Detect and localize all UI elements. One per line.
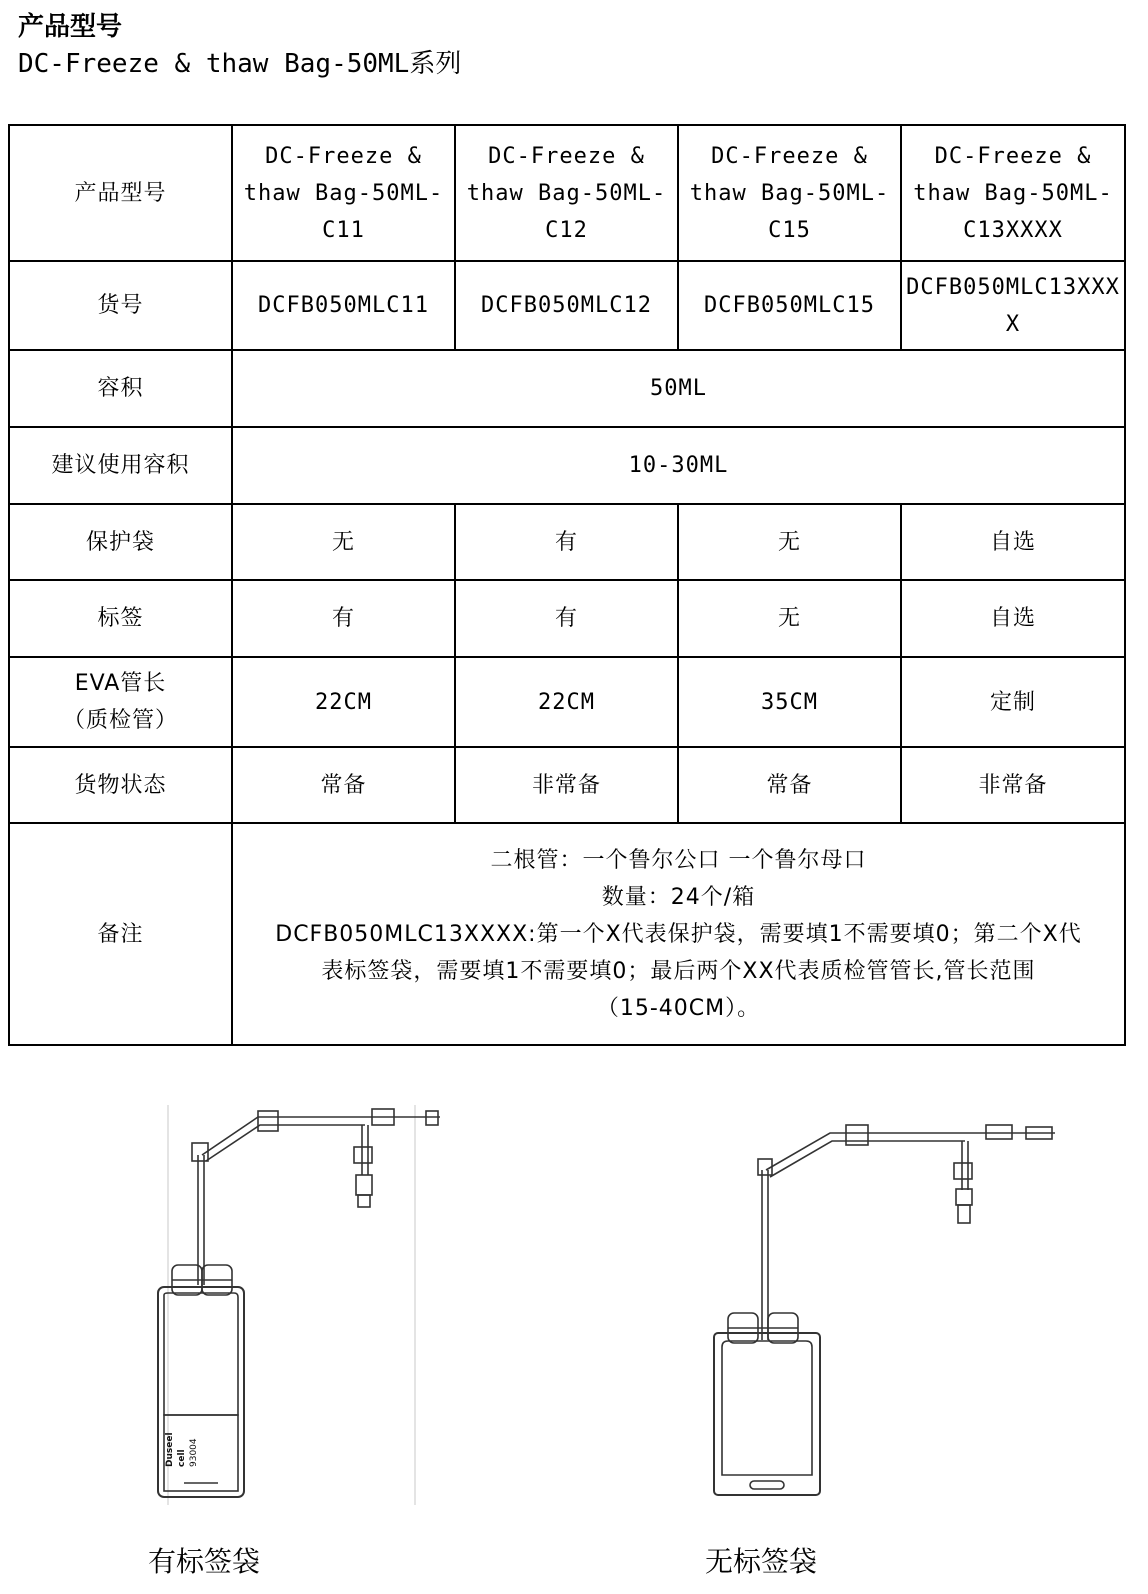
row-label-label: 标签 (9, 580, 232, 657)
eva-cell: 35CM (678, 657, 901, 747)
item-no-cell: DCFB050MLC12 (455, 261, 678, 350)
status-cell: 常备 (232, 747, 455, 823)
row-label-volume: 容积 (9, 350, 232, 427)
bag-without-label-illustration (700, 1115, 1080, 1515)
table-row-model (9, 125, 1125, 261)
row-label-item-no: 货号 (9, 261, 232, 350)
bag-with-label-illustration (140, 1095, 460, 1515)
item-no-cell: DCFB050MLC15 (678, 261, 901, 350)
note-line: DCFB050MLC13XXXX:第一个X代表保护袋，需要填1不需要填0；第二个X代 (275, 921, 1082, 947)
item-no-cell: DCFB050MLC13XXXX (901, 261, 1125, 350)
model-cell: DC-Freeze & thaw Bag-50ML-C13XXXX (901, 125, 1125, 261)
protective-bag-cell: 自选 (901, 504, 1125, 580)
eva-cell: 22CM (232, 657, 455, 747)
bag-label-text-3: 93004 (189, 1438, 199, 1467)
table-row-label (9, 580, 1125, 657)
model-cell: DC-Freeze & thaw Bag-50ML-C15 (678, 125, 901, 261)
volume-cell: 50ML (232, 350, 1125, 427)
title-block (18, 8, 461, 82)
label-cell: 有 (232, 580, 455, 657)
table-row-recommended (9, 427, 1125, 504)
label-cell: 有 (455, 580, 678, 657)
caption-without-label: 无标签袋 (705, 1545, 818, 1578)
table-row-notes (9, 823, 1125, 1045)
caption-with-label: 有标签袋 (148, 1545, 261, 1578)
row-label-protective-bag: 保护袋 (9, 504, 232, 580)
eva-label-line1: EVA管长 (74, 671, 167, 696)
table-row-protective-bag (9, 504, 1125, 580)
row-label-eva (9, 657, 232, 747)
note-line: 表标签袋，需要填1不需要填0；最后两个XX代表质检管管长,管长范围 (321, 958, 1036, 984)
spec-table (8, 124, 1126, 1046)
note-line: （15-40CM）。 (596, 995, 761, 1021)
model-cell: DC-Freeze & thaw Bag-50ML-C11 (232, 125, 455, 261)
row-label-status: 货物状态 (9, 747, 232, 823)
eva-cell: 定制 (901, 657, 1125, 747)
eva-label-line2: （质检管） (62, 708, 178, 733)
row-label-model: 产品型号 (9, 125, 232, 261)
model-cell: DC-Freeze & thaw Bag-50ML-C12 (455, 125, 678, 261)
page-subtitle: DC-Freeze & thaw Bag-50ML系列 (18, 49, 462, 79)
protective-bag-cell: 无 (232, 504, 455, 580)
recommended-volume-cell: 10-30ML (232, 427, 1125, 504)
table-row-eva (9, 657, 1125, 747)
bag-label-text-2: cell (177, 1449, 187, 1467)
label-cell: 自选 (901, 580, 1125, 657)
note-line: 二根管：一个鲁尔公口 一个鲁尔母口 (490, 847, 867, 873)
status-cell: 常备 (678, 747, 901, 823)
table-row-volume (9, 350, 1125, 427)
table-row-status (9, 747, 1125, 823)
eva-cell: 22CM (455, 657, 678, 747)
item-no-cell: DCFB050MLC11 (232, 261, 455, 350)
status-cell: 非常备 (901, 747, 1125, 823)
bag-label-text-1: Duseel (165, 1432, 175, 1467)
status-cell: 非常备 (455, 747, 678, 823)
page-title: 产品型号 (18, 12, 123, 42)
protective-bag-cell: 无 (678, 504, 901, 580)
label-cell: 无 (678, 580, 901, 657)
table-row-item-no (9, 261, 1125, 350)
note-line: 数量：24个/箱 (601, 884, 756, 910)
notes-cell (232, 823, 1125, 1045)
protective-bag-cell: 有 (455, 504, 678, 580)
row-label-notes: 备注 (9, 823, 232, 1045)
row-label-recommended: 建议使用容积 (9, 427, 232, 504)
